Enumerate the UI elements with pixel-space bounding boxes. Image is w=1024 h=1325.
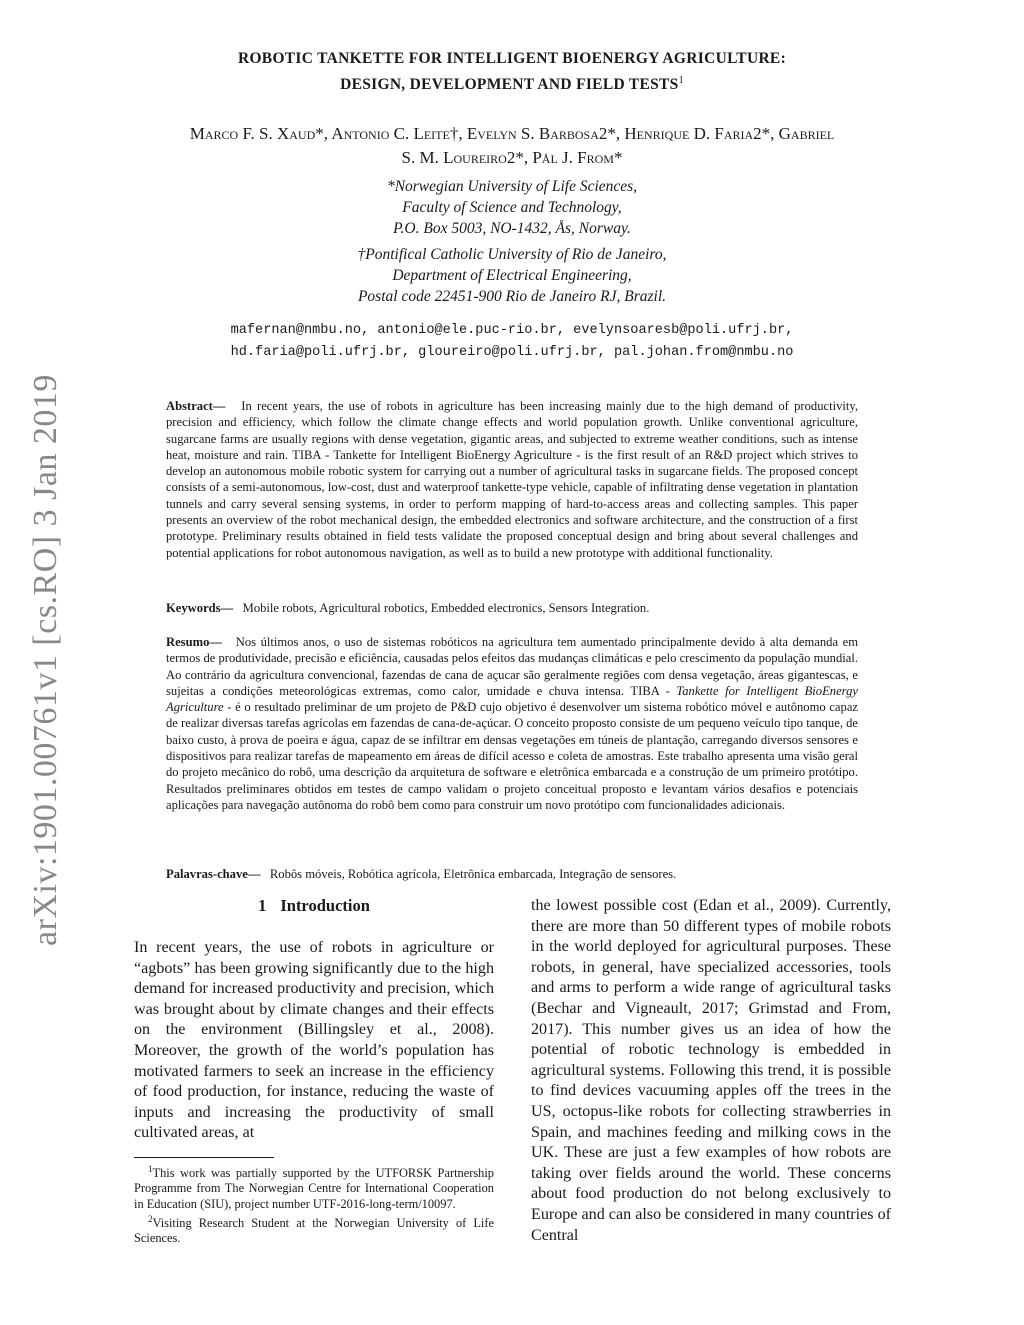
affiliation-puc-line-1: †Pontifical Catholic University of Rio de Janeiro, [357, 246, 667, 263]
title-line-2-text: DESIGN, DEVELOPMENT AND FIELD TESTS [340, 76, 679, 94]
footnote-2-text: Visiting Research Student at the Norwegian University of Life Sciences. [134, 1216, 494, 1246]
palavras-chave [166, 866, 858, 882]
abstract [166, 398, 858, 561]
affiliation-puc-line-2: Department of Electrical Engineering, [392, 267, 632, 284]
affiliation-puc-rio [200, 244, 824, 307]
title-line-1: ROBOTIC TANKETTE FOR INTELLIGENT BIOENERGY AGRICULTURE: [237, 50, 787, 67]
authors-line-1: Marco F. S. Xaud*, Antonio C. Leite†, Evelyn S. Barbosa2*, Henrique D. Faria2*, Gabriel [189, 124, 835, 143]
affiliation-nmbu-line-1: *Norwegian University of Life Sciences, [386, 178, 638, 195]
abstract-label: Abstract— [166, 399, 226, 413]
resumo-text-italic: Tankette for Intelligent BioEnergy Agriculture [166, 683, 858, 715]
author-emails [140, 320, 884, 364]
title-footnote-mark: 1 [678, 75, 684, 86]
affiliation-nmbu-line-2: Faculty of Science and Technology, [402, 199, 622, 216]
body-column-left: In recent years, the use of robots in agriculture or “agbots” has been growing significantly due to the high demand for increased productivity and precision, which was brought about by climate changes and their effects on the environment (Billingsley et al., 2008). Moreover, the growth of the world’s population has motivated farmers to seek an increase in the efficiency of food production, for instance, reducing the waste of inputs and increasing the productivity of small cultivated areas, at [134, 939, 494, 1142]
palavras-text: Robôs móveis, Robótica agrícola, Eletrônica embarcada, Integração de sensores. [269, 867, 677, 881]
emails-line-1: mafernan@nmbu.no, antonio@ele.puc-rio.br, evelynsoaresb@poli.ufrj.br, [230, 323, 794, 338]
abstract-text: In recent years, the use of robots in agriculture has been increasing mainly due to the high demand of productivity, precision and efficiency, which follow the climate change effects and world population growth. Unlike conventional agriculture, sugarcane farms are usually regions with dense vegetation, gigantic areas, and subjected to extreme weather conditions, such as intense heat, moisture and rain. TIBA - Tankette for Intelligent BioEnergy Agriculture - is the first result of an R&D project which strives to develop an autonomous mobile robotic system for carrying out a number of agricultural tasks in sugarcane fields. The proposed concept consists of a semi-autonomous, low-cost, dust and waterproof tankette-type vehicle, capable of infiltrating dense vegetation in plantation tunnels and carry several sensing systems, in order to perform mapping of hard-to-access areas and collecting samples. This paper presents an overview of the robot mechanical design, the embedded electronics and software architecture, and the construction of a first prototype. Preliminary results obtained in field tests validate the proposed conceptual design and bring about several challenges and potential applications for robot autonomous navigation, as well as to build a new prototype with additional functionality. [166, 399, 858, 560]
affiliation-nmbu-line-3: P.O. Box 5003, NO-1432, Ås, Norway. [393, 220, 631, 237]
footnote-1-mark: 1 [148, 1164, 153, 1174]
resumo-text-b: - é o resultado preliminar de um projeto de P&D cujo objetivo é desenvolver um sistema robótico móvel e autônomo capaz de realizar diversas tarefas agrícolas em fazendas de cana-de-açúcar. O conceito proposto consiste de um pequeno veículo tipo tanque, de baixo custo, à prova de poeira e água, capaz de se infiltrar em densas vegetações em túneis de plantação, carregando diversos sensores e dispositivos para realizar tarefas de mapeamento em áreas de difícil acesso e coleta de amostras. Este trabalho apresenta uma visão geral do projeto mecânico do robô, uma descrição da arquitetura de software e eletrônica embarcada e a construção de um primeiro protótipo. Resultados preliminares obtidos em testes de campo validam o projeto conceitual proposto e levantam vários desafios e potenciais aplicações para navegação autônoma do robô bem como para construir um novo protótipo com funcionalidades adicionais. [166, 700, 859, 812]
affiliation-nmbu [200, 176, 824, 239]
footnote-1-text: This work was partially supported by the UTFORSK Partnership Programme from The Norwegian Centre for International Cooperation in Education (SIU), project number UTF-2016-long-term/10097. [134, 1166, 494, 1211]
keywords-label: Keywords— [166, 601, 234, 615]
keywords-text: Mobile robots, Agricultural robotics, Embedded electronics, Sensors Integration. [242, 601, 650, 615]
section-heading [134, 896, 494, 916]
footnote-2 [134, 1212, 494, 1247]
resumo [166, 634, 858, 813]
affiliation-puc-line-3: Postal code 22451-900 Rio de Janeiro RJ, Brazil. [357, 288, 667, 305]
footnote-2-mark: 2 [148, 1214, 153, 1225]
author-list [120, 122, 904, 170]
arxiv-identifier: arXiv:1901.00761v1 [cs.RO] 3 Jan 2019 [27, 374, 64, 946]
keywords [166, 600, 858, 616]
paper-title [140, 48, 884, 96]
resumo-label: Resumo— [166, 635, 222, 649]
body-column-right: the lowest possible cost (Edan et al., 2009). Currently, there are more than 50 different types of mobile robots in the world deployed for agricultural purposes. These robots, in general, have specialized accessories, tools and arms to perform a wide range of agricultural tasks (Bechar and Vigneault, 2017; Grimstad and From, 2017). This number gives us an idea of how the potential of robotic technology is embedded in agricultural systems. Following this trend, it is possible to find devices vacuuming apples off the trees in the US, octopus-like robots for collecting strawberries in Spain, and machines feeding and milking cows in the UK. These are just a few examples of how robots are taking over fields around the world. These concerns about food production do not belong exclusively to Europe and can also be considered in many countries of Central [531, 897, 891, 1244]
title-line-2 [140, 70, 884, 96]
emails-line-2: hd.faria@poli.ufrj.br, gloureiro@poli.ufrj.br, pal.johan.from@nmbu.no [230, 345, 794, 360]
palavras-label: Palavras-chave— [166, 867, 261, 881]
authors-line-2: S. M. Loureiro2*, Pål J. From* [401, 148, 623, 167]
section-title-text: Introduction [280, 896, 370, 915]
footnote-1 [134, 1162, 494, 1212]
section-number: 1 [258, 896, 267, 915]
footnote-divider [134, 1157, 274, 1158]
footnotes [134, 1162, 494, 1247]
resumo-text-a: Nos últimos anos, o uso de sistemas robóticos na agricultura tem aumentado principalmente devido à alta demanda em termos de produtividade, precisão e eficiência, causadas pelos efeitos das mudanças climáticas e pelo crescimento da população mundial. Ao contrário da agricultura convencional, fazendas de cana de açucar são geralmente regiões com densa vegetação, áreas gigantescas, e sujeitas a condições meteorológicas extremas, como calor, umidade e chuva intensa. TIBA - [166, 635, 859, 698]
